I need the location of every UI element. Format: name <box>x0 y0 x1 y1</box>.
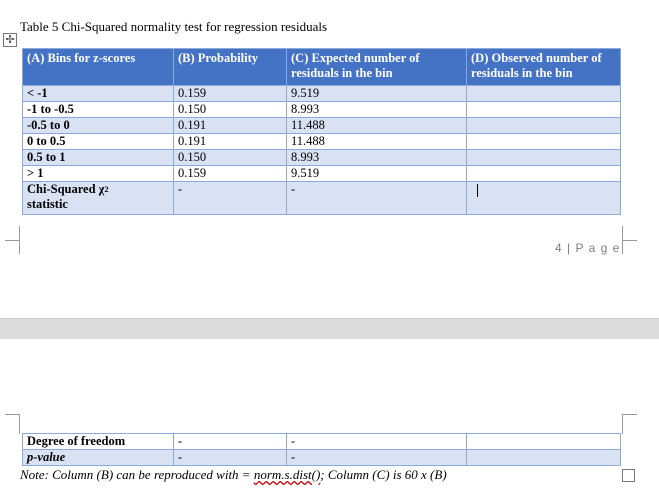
crop-mark-bottom-left <box>5 414 20 429</box>
text-cursor <box>477 184 478 197</box>
table-row <box>23 134 621 150</box>
chi-squared-table <box>22 48 621 215</box>
margin-line-left <box>19 226 20 254</box>
margin-line-right-bottom <box>622 414 623 434</box>
chi-squared-label-suffix: statistic <box>27 197 68 211</box>
bin-cell[interactable]: 0.5 to 1 <box>23 150 174 166</box>
note-suffix: ; Column (C) is 60 x (B) <box>320 467 447 482</box>
note-function: norm.s.dist() <box>253 467 321 482</box>
crop-mark-top-left <box>5 226 20 241</box>
header-observed[interactable]: (D) Observed number of residuals in the bin <box>467 49 621 86</box>
expected-cell[interactable]: 11.488 <box>287 118 467 134</box>
expected-cell[interactable]: - <box>287 182 467 215</box>
page-break-gap <box>0 318 659 340</box>
observed-cell[interactable] <box>467 150 621 166</box>
table-caption: Table 5 Chi-Squared normality test for regression residuals <box>20 19 328 34</box>
chi-squared-table-continued <box>22 433 621 466</box>
crop-mark-top-right <box>622 226 637 241</box>
expected-cell[interactable]: - <box>287 434 467 450</box>
observed-cell[interactable] <box>467 134 621 150</box>
margin-line-left-bottom <box>19 414 20 434</box>
probability-cell[interactable]: 0.159 <box>174 86 287 102</box>
observed-cell[interactable] <box>467 118 621 134</box>
expected-cell[interactable]: 8.993 <box>287 150 467 166</box>
table-resize-handle-icon[interactable] <box>622 469 635 482</box>
chi-squared-label-cell[interactable] <box>23 182 174 215</box>
expected-cell[interactable]: 9.519 <box>287 86 467 102</box>
table-note <box>20 467 447 483</box>
probability-cell[interactable]: - <box>174 450 287 466</box>
probability-cell[interactable]: - <box>174 182 287 215</box>
observed-cell[interactable] <box>467 166 621 182</box>
chi-squared-superscript: 2 <box>104 185 109 194</box>
observed-cell[interactable] <box>467 102 621 118</box>
note-prefix: Note: Column (B) can be reproduced with = <box>20 467 254 482</box>
label-cell[interactable]: p-value <box>23 450 174 466</box>
bin-cell[interactable]: < -1 <box>23 86 174 102</box>
probability-cell[interactable]: - <box>174 434 287 450</box>
observed-cell[interactable] <box>467 86 621 102</box>
table-header-row <box>23 49 621 86</box>
probability-cell[interactable]: 0.159 <box>174 166 287 182</box>
table-row <box>23 434 621 450</box>
table-row-chi-squared <box>23 182 621 215</box>
bin-cell[interactable]: -1 to -0.5 <box>23 102 174 118</box>
expected-cell[interactable]: 9.519 <box>287 166 467 182</box>
label-cell[interactable]: Degree of freedom <box>23 434 174 450</box>
probability-cell[interactable]: 0.150 <box>174 150 287 166</box>
table-row <box>23 118 621 134</box>
header-probability[interactable]: (B) Probability <box>174 49 287 86</box>
page-number: 4 | P a g e <box>555 241 621 255</box>
chi-squared-label: Chi-Squared χ <box>27 182 105 196</box>
table-row <box>23 150 621 166</box>
bin-cell[interactable]: 0 to 0.5 <box>23 134 174 150</box>
probability-cell[interactable]: 0.191 <box>174 134 287 150</box>
probability-cell[interactable]: 0.191 <box>174 118 287 134</box>
table-move-handle-icon[interactable]: ✢ <box>3 33 17 47</box>
expected-cell[interactable]: 8.993 <box>287 102 467 118</box>
bin-cell[interactable]: -0.5 to 0 <box>23 118 174 134</box>
header-bins[interactable]: (A) Bins for z-scores <box>23 49 174 86</box>
expected-cell[interactable]: - <box>287 450 467 466</box>
table-row <box>23 450 621 466</box>
bin-cell[interactable]: > 1 <box>23 166 174 182</box>
table-row <box>23 166 621 182</box>
observed-cell[interactable] <box>467 434 621 450</box>
header-expected[interactable]: (C) Expected number of residuals in the bin <box>287 49 467 86</box>
crop-mark-bottom-right <box>622 414 637 429</box>
observed-cell[interactable] <box>467 450 621 466</box>
expected-cell[interactable]: 11.488 <box>287 134 467 150</box>
table-row <box>23 86 621 102</box>
margin-line-right <box>622 226 623 254</box>
observed-cell-active[interactable] <box>467 182 621 215</box>
table-row <box>23 102 621 118</box>
probability-cell[interactable]: 0.150 <box>174 102 287 118</box>
